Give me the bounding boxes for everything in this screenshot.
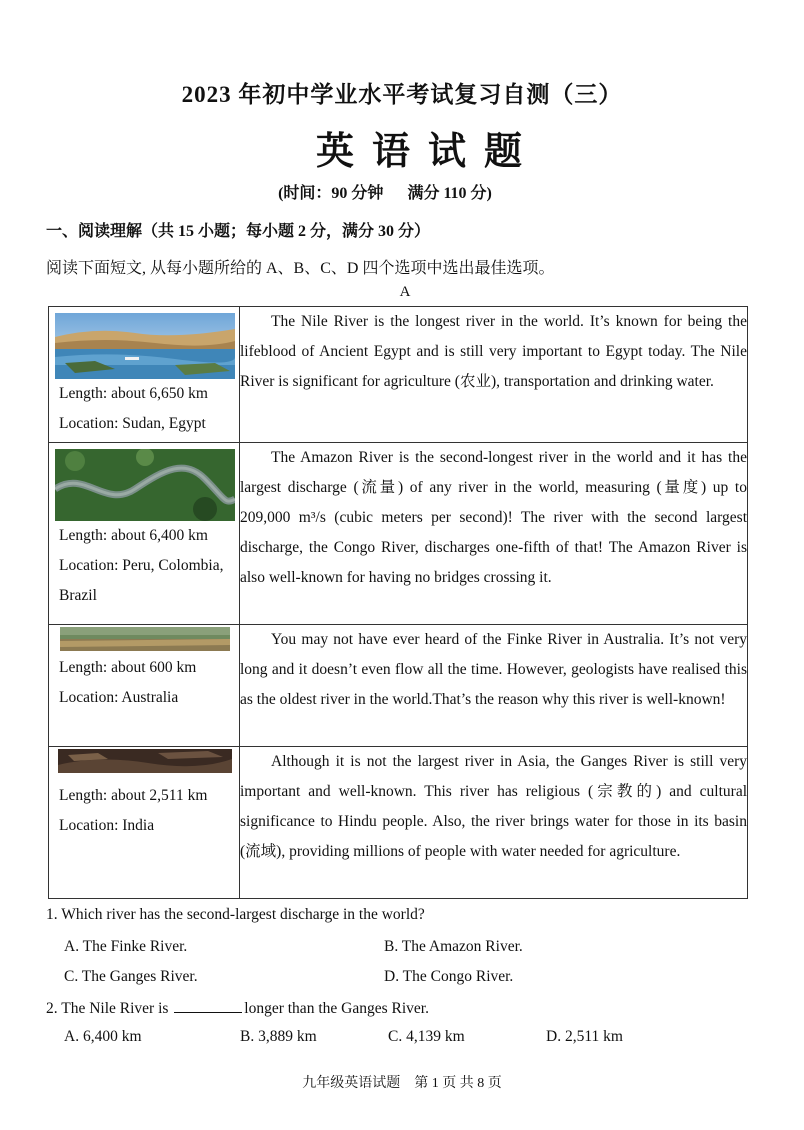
- question-1-option-d[interactable]: D. The Congo River.: [384, 968, 514, 985]
- question-2-stem-start: 2. The Nile River is: [46, 1000, 169, 1017]
- river-description-cell: [240, 747, 748, 899]
- question-1: 1. Which river has the second-largest discharge in the world?: [46, 906, 425, 923]
- river-description: You may not have ever heard of the Finke River in Australia. It’s not very long and it doesn’t even flow all the time. However, geologists have realised this as the oldest river in the world.That’s the reason why this river is well-known!: [240, 631, 747, 708]
- exam-meta: [0, 180, 770, 203]
- question-1-option-a[interactable]: A. The Finke River.: [64, 938, 188, 955]
- river-description-cell: [240, 443, 748, 625]
- river-location: Location: Peru, Colombia, Brazil: [59, 557, 224, 604]
- question-1-option-c[interactable]: C. The Ganges River.: [64, 968, 198, 985]
- page-footer: 九年级英语试题 第 1 页 共 8 页: [302, 1076, 502, 1091]
- amazon-river-photo: [55, 449, 235, 521]
- river-location: Location: Australia: [59, 689, 179, 706]
- time-label: (时间：90 分钟: [278, 185, 384, 202]
- finke-river-photo: [55, 627, 235, 651]
- question-2-option-c[interactable]: C. 4,139 km: [388, 1028, 465, 1045]
- river-description: The Nile River is the longest river in the world. It’s known for being the lifeblood of Ancient Egypt and is still very important to Egypt today. The Nile River is significant for agriculture (农业), transportation and drinking water.: [240, 313, 747, 390]
- question-2-option-a[interactable]: A. 6,400 km: [64, 1028, 142, 1045]
- question-2-stem-end: longer than the Ganges River.: [244, 1000, 429, 1017]
- passage-label: A: [399, 284, 411, 300]
- question-2-option-b[interactable]: B. 3,889 km: [240, 1028, 317, 1045]
- question-2-option-d[interactable]: D. 2,511 km: [546, 1028, 623, 1045]
- score-label: 满分 110 分): [407, 185, 492, 202]
- river-length: Length: about 6,400 km: [59, 527, 208, 544]
- section-heading: 一、阅读理解（共 15 小题；每小题 2 分，满分 30 分）: [46, 223, 431, 240]
- subject-title: 英语试题: [315, 131, 540, 173]
- table-row: [49, 747, 748, 899]
- exam-title: 2023 年初中学业水平考试复习自测（三）: [181, 82, 623, 107]
- table-row: [49, 443, 748, 625]
- table-row: [49, 307, 748, 443]
- river-info-cell: [49, 625, 240, 747]
- river-info-cell: [49, 443, 240, 625]
- river-length: Length: about 2,511 km: [59, 787, 208, 804]
- river-description-cell: [240, 625, 748, 747]
- river-description: The Amazon River is the second-longest river in the world and it has the largest discharge (流量) of any river in the world, measuring (量度) up to 209,000 m³/s (cubic meters per second)! The river with the second largest discharge, the Congo River, discharges one-fifth of that! The Amazon River is also well-known for having no bridges crossing it.: [240, 449, 747, 586]
- nile-river-photo: [55, 313, 235, 379]
- question-2: [46, 998, 429, 1018]
- section-instruction: 阅读下面短文, 从每小题所给的 A、B、C、D 四个选项中选出最佳选项。: [46, 260, 555, 277]
- river-description-cell: [240, 307, 748, 443]
- answer-blank[interactable]: [174, 998, 242, 1013]
- question-1-option-b[interactable]: B. The Amazon River.: [384, 938, 523, 955]
- river-info-cell: [49, 307, 240, 443]
- ganges-river-photo: [55, 749, 235, 773]
- river-location: Location: India: [59, 817, 155, 834]
- river-length: Length: about 600 km: [59, 659, 197, 676]
- river-location: Location: Sudan, Egypt: [59, 415, 206, 432]
- river-description: Although it is not the largest river in Asia, the Ganges River is still very important and well-known. This river has religious (宗教的) and cultural significance to Hindu people. Also, the river brings water for those in its basin (流域), providing millions of people with water needed for agriculture.: [240, 753, 747, 860]
- river-info-cell: [49, 747, 240, 899]
- rivers-table: [48, 306, 748, 899]
- table-row: [49, 625, 748, 747]
- river-length: Length: about 6,650 km: [59, 385, 208, 402]
